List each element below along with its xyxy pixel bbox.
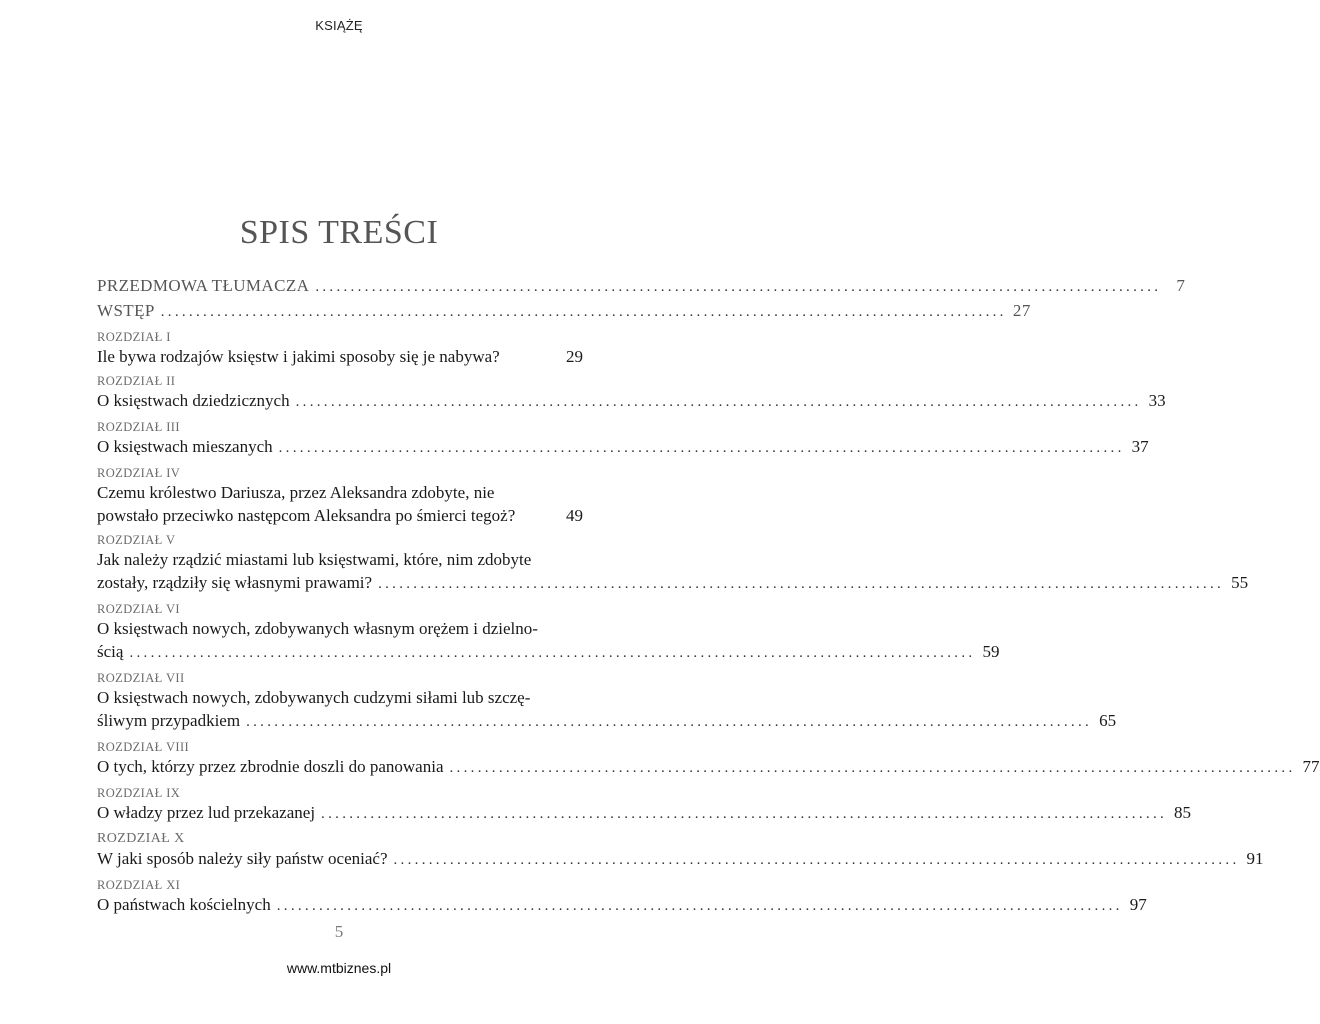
toc-entry-chapter — [97, 601, 1000, 665]
dot-leader: ........................................................................................................................ — [276, 898, 1123, 914]
chapter-label: ROZDZIAŁ III — [97, 420, 180, 434]
toc-row — [97, 847, 1264, 872]
chapter-label: ROZDZIAŁ I — [97, 330, 171, 344]
toc-row — [97, 709, 1117, 734]
toc-entry-title: WSTĘP — [97, 301, 155, 320]
toc-page-number: 97 — [1129, 895, 1147, 914]
toc-entry-title: O księstwach mieszanych — [97, 437, 273, 456]
toc-entry-front — [97, 274, 1186, 324]
chapter-label: ROZDZIAŁ VIII — [97, 740, 190, 754]
dot-leader: ........................................................................................................................ — [393, 852, 1240, 868]
toc-entry-chapter — [97, 532, 1249, 596]
toc-entry-title: PRZEDMOWA TŁUMACZA — [97, 276, 310, 295]
toc-entry-chapter — [97, 739, 1320, 780]
toc-entry-chapter — [97, 373, 1166, 414]
toc-entry-title: śliwym przypadkiem — [97, 711, 241, 730]
dot-leader: ........................................................................................................................ — [278, 440, 1125, 456]
toc-entry-title: Ile bywa rodzajów księstw i jakimi sposoby się je nabywa? — [97, 347, 500, 366]
chapter-label: ROZDZIAŁ V — [97, 533, 176, 547]
running-header: KSIĄŻĘ — [315, 18, 363, 33]
dot-leader: ........................................................................................................................ — [160, 304, 1007, 320]
table-of-contents — [97, 274, 1320, 918]
dot-leader: ........................................................................................................................ — [321, 806, 1168, 822]
toc-page-number: 7 — [1176, 276, 1186, 295]
toc-page-number: 91 — [1246, 849, 1264, 868]
chapter-label: ROZDZIAŁ X — [97, 831, 185, 846]
dot-leader: ........................................................................................................................ — [246, 714, 1093, 730]
toc-entry-title: O tych, którzy przez zbrodnie doszli do panowania — [97, 757, 444, 776]
toc-entry-chapter — [97, 329, 583, 368]
page-number: 5 — [334, 922, 344, 941]
toc-page-number: 37 — [1131, 437, 1149, 456]
toc-entry-title: O państwach kościelnych — [97, 895, 271, 914]
chapter-label: ROZDZIAŁ XI — [97, 878, 181, 892]
toc-entry-title-line: Jak należy rządzić miastami lub księstwami, które, nim zdobyte — [97, 550, 532, 569]
chapter-label: ROZDZIAŁ VI — [97, 602, 180, 616]
toc-entry-title: O księstwach dziedzicznych — [97, 391, 290, 410]
toc-row — [97, 345, 583, 368]
toc-page-number: 77 — [1302, 757, 1320, 776]
dot-leader: ........................................................................................................................ — [295, 394, 1142, 410]
toc-row — [97, 801, 1192, 826]
dot-leader: ........................................................................................................................ — [378, 576, 1225, 592]
toc-row — [97, 389, 1166, 414]
toc-page-number: 33 — [1148, 391, 1166, 410]
toc-entry-title: powstało przeciwko następcom Aleksandra po śmierci tegoż? — [97, 506, 516, 525]
dot-leader: ........................................................................................................................ — [315, 279, 1162, 295]
toc-entry-title: zostały, rządziły się własnymi prawami? — [97, 573, 373, 592]
page-title: SPIS TREŚCI — [239, 214, 439, 251]
toc-entry-chapter — [97, 465, 583, 527]
toc-page-number: 55 — [1231, 573, 1249, 592]
toc-row — [97, 299, 1031, 324]
toc-entry-chapter — [97, 670, 1117, 734]
toc-entry-chapter — [97, 877, 1147, 918]
toc-page-number: 49 — [566, 506, 583, 525]
chapter-label: ROZDZIAŁ II — [97, 374, 176, 388]
toc-row — [97, 504, 583, 527]
chapter-label: ROZDZIAŁ IV — [97, 466, 181, 480]
toc-entry-chapter — [97, 831, 1264, 872]
toc-row — [97, 893, 1147, 918]
toc-entry-title: ścią — [97, 642, 124, 661]
toc-row — [97, 435, 1149, 460]
chapter-label: ROZDZIAŁ VII — [97, 671, 185, 685]
chapter-label: ROZDZIAŁ IX — [97, 786, 181, 800]
toc-page-number: 59 — [982, 642, 1000, 661]
toc-row — [97, 274, 1186, 299]
toc-entry-chapter — [97, 785, 1192, 826]
toc-entry-title: O władzy przez lud przekazanej — [97, 803, 316, 822]
toc-entry-title: W jaki sposób należy siły państw oceniać? — [97, 849, 388, 868]
toc-entry-title-line: O księstwach nowych, zdobywanych cudzymi siłami lub szczę- — [97, 688, 531, 707]
toc-page-number: 65 — [1099, 711, 1117, 730]
toc-entry-title-line: Czemu królestwo Dariusza, przez Aleksandra zdobyte, nie — [97, 483, 495, 502]
toc-row — [97, 755, 1320, 780]
dot-leader: ........................................................................................................................ — [449, 760, 1296, 776]
toc-row — [97, 640, 1000, 665]
toc-page-number: 85 — [1174, 803, 1192, 822]
toc-row — [97, 571, 1249, 596]
dot-leader: ........................................................................................................................ — [129, 645, 976, 661]
toc-entry-title-line: O księstwach nowych, zdobywanych własnym orężem i dzielno- — [97, 619, 538, 638]
toc-entry-chapter — [97, 419, 1149, 460]
toc-page-number: 29 — [566, 347, 583, 366]
footer-url: www.mtbiznes.pl — [286, 960, 392, 976]
toc-page-number: 27 — [1012, 301, 1031, 320]
